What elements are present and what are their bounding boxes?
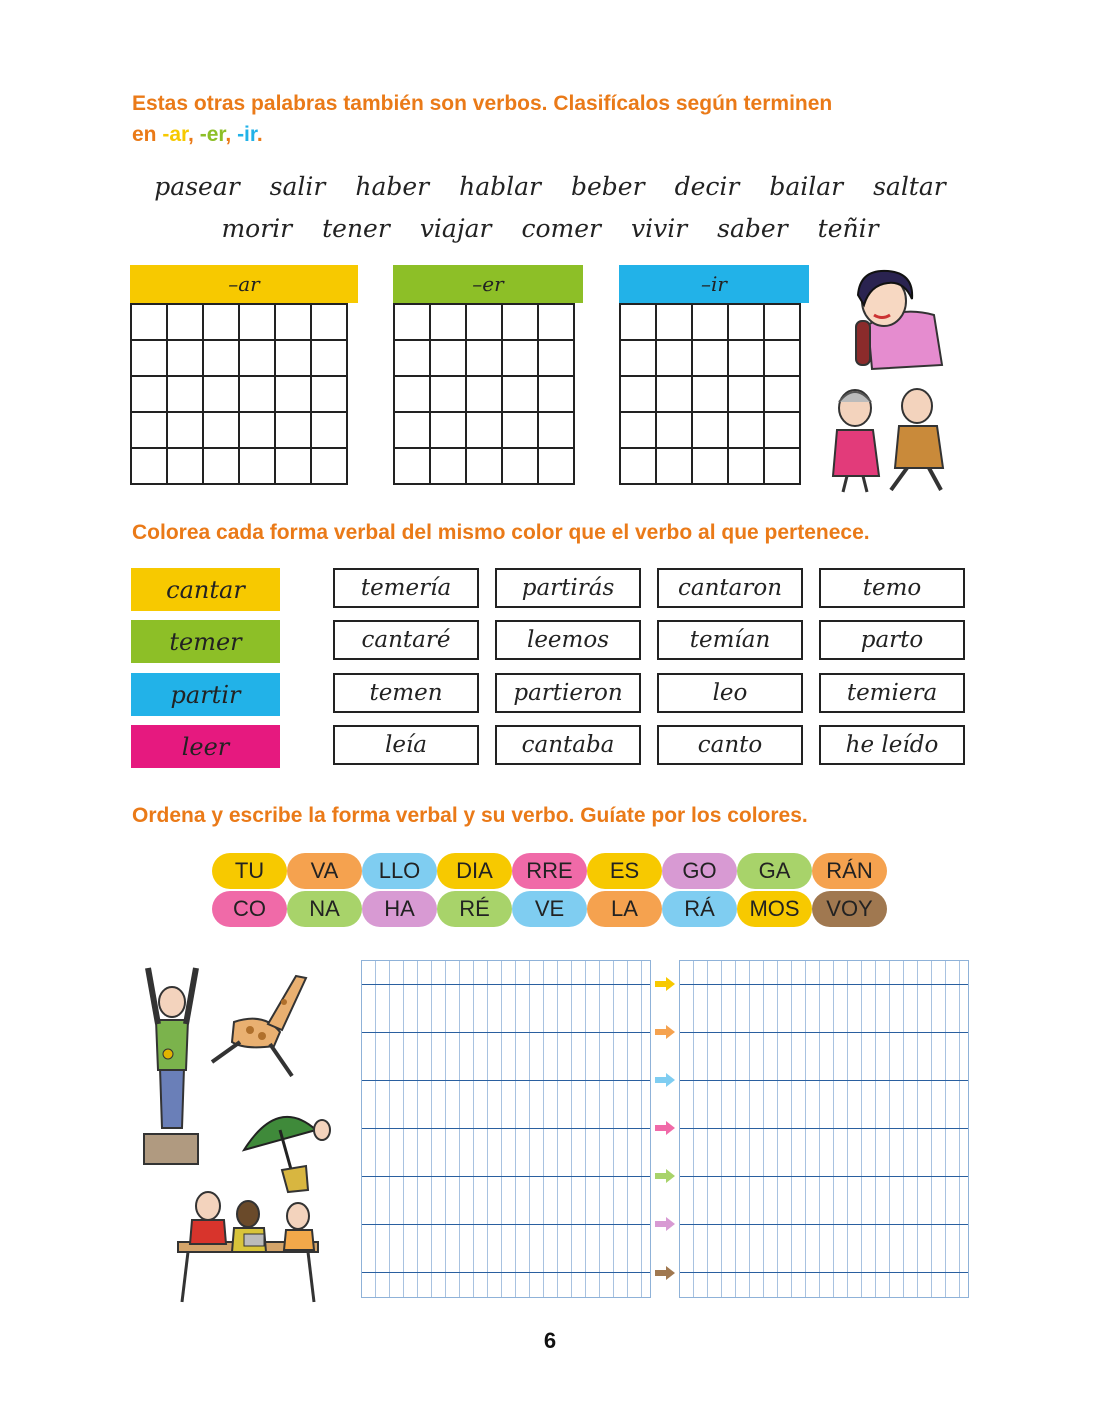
- verb-form-box[interactable]: parto: [819, 620, 965, 660]
- verb-word: beber: [571, 172, 645, 201]
- instruction-order: Ordena y escribe la forma verbal y su verbo. Guíate por los colores.: [132, 804, 808, 827]
- grid-er: [393, 265, 583, 485]
- verb-form-box[interactable]: partieron: [495, 673, 641, 713]
- verb-word: decir: [674, 172, 740, 201]
- verb-form-box[interactable]: cantaba: [495, 725, 641, 765]
- suffix-ar: -ar: [162, 123, 189, 146]
- verb-word: vivir: [630, 214, 688, 243]
- grid-header-ar: –ar: [130, 265, 358, 303]
- verb-word: saber: [717, 214, 788, 243]
- writing-area-infinitive[interactable]: [679, 960, 969, 1298]
- syllable-pill: DIA: [437, 853, 512, 889]
- syllable-pill: MOS: [737, 891, 812, 927]
- grid-header-ir: –ir: [619, 265, 809, 303]
- syllable-pill: GA: [737, 853, 812, 889]
- verb-form-box[interactable]: partirás: [495, 568, 641, 608]
- syllable-pill: VOY: [812, 891, 887, 927]
- verb-word: viajar: [419, 214, 492, 243]
- winner-boy-illustration: [138, 958, 208, 1168]
- syllable-pill: ES: [587, 853, 662, 889]
- arrow-right-icon: [655, 1025, 675, 1039]
- syllable-pill: HA: [362, 891, 437, 927]
- grid-ir: [619, 265, 809, 485]
- separator: ,: [225, 123, 238, 146]
- verb-form-box[interactable]: leemos: [495, 620, 641, 660]
- verb-form-box[interactable]: temiera: [819, 673, 965, 713]
- verb-chip-leer: leer: [131, 725, 280, 768]
- syllable-pill: RÁ: [662, 891, 737, 927]
- arrow-right-icon: [655, 1217, 675, 1231]
- grid-ar: [130, 265, 358, 485]
- verb-form-box[interactable]: temen: [333, 673, 479, 713]
- verb-form-box[interactable]: he leído: [819, 725, 965, 765]
- instruction-line1: Estas otras palabras también son verbos. Clasifícalos según terminen: [132, 92, 833, 115]
- grid-header-er: –er: [393, 265, 583, 303]
- syllable-pill: LLO: [362, 853, 437, 889]
- suffix-er: -er: [199, 123, 226, 146]
- instruction-color: Colorea cada forma verbal del mismo color que el verbo al que pertenece.: [132, 521, 870, 544]
- verb-form-box[interactable]: cantaron: [657, 568, 803, 608]
- woman-phone-illustration: [838, 265, 944, 373]
- instruction-classify: [132, 88, 832, 150]
- verb-word: comer: [521, 214, 601, 243]
- separator: ,: [188, 123, 200, 146]
- verb-word: pasear: [154, 172, 240, 201]
- page-number: 6: [543, 1328, 557, 1353]
- umbrella-illustration: [238, 1100, 334, 1196]
- grid-cells-ar[interactable]: [130, 303, 348, 485]
- verb-form-box[interactable]: temería: [333, 568, 479, 608]
- verb-form-box[interactable]: leo: [657, 673, 803, 713]
- grid-cells-ir[interactable]: [619, 303, 801, 485]
- syllable-pill: NA: [287, 891, 362, 927]
- arrow-right-icon: [655, 1169, 675, 1183]
- instruction-prefix: en: [132, 123, 163, 146]
- elderly-couple-illustration: [825, 382, 955, 494]
- arrow-right-icon: [655, 1121, 675, 1135]
- verb-word-row-2: [0, 214, 1100, 243]
- verb-word: morir: [221, 214, 293, 243]
- suffix-ir: -ir: [237, 123, 257, 146]
- syllable-pill: RÉ: [437, 891, 512, 927]
- verb-word: salir: [269, 172, 326, 201]
- syllable-row-1: [212, 853, 887, 889]
- verb-chip-partir: partir: [131, 673, 280, 716]
- verb-chip-cantar: cantar: [131, 568, 280, 611]
- syllable-pill: RÁN: [812, 853, 887, 889]
- verb-word: saltar: [873, 172, 946, 201]
- syllable-pill: RRE: [512, 853, 587, 889]
- grid-cells-er[interactable]: [393, 303, 575, 485]
- verb-form-box[interactable]: canto: [657, 725, 803, 765]
- verb-form-box[interactable]: cantaré: [333, 620, 479, 660]
- syllable-pill: CO: [212, 891, 287, 927]
- syllable-pill: VE: [512, 891, 587, 927]
- syllable-pill: VA: [287, 853, 362, 889]
- verb-word-row-1: [0, 172, 1100, 201]
- students-table-illustration: [148, 1190, 334, 1306]
- instruction-end: .: [256, 123, 263, 146]
- giraffe-illustration: [204, 962, 314, 1080]
- arrow-right-icon: [655, 1266, 675, 1280]
- verb-word: hablar: [459, 172, 541, 201]
- syllable-pill: TU: [212, 853, 287, 889]
- verb-word: bailar: [769, 172, 844, 201]
- verb-form-box[interactable]: temo: [819, 568, 965, 608]
- verb-word: tener: [322, 214, 390, 243]
- arrow-right-icon: [655, 977, 675, 991]
- verb-chip-temer: temer: [131, 620, 280, 663]
- arrow-right-icon: [655, 1073, 675, 1087]
- syllable-pill: LA: [587, 891, 662, 927]
- writing-area-verb-form[interactable]: [361, 960, 651, 1298]
- verb-word: teñir: [817, 214, 879, 243]
- verb-word: haber: [355, 172, 430, 201]
- verb-form-box[interactable]: temían: [657, 620, 803, 660]
- syllable-pill: GO: [662, 853, 737, 889]
- syllable-row-2: [212, 891, 887, 927]
- verb-form-box[interactable]: leía: [333, 725, 479, 765]
